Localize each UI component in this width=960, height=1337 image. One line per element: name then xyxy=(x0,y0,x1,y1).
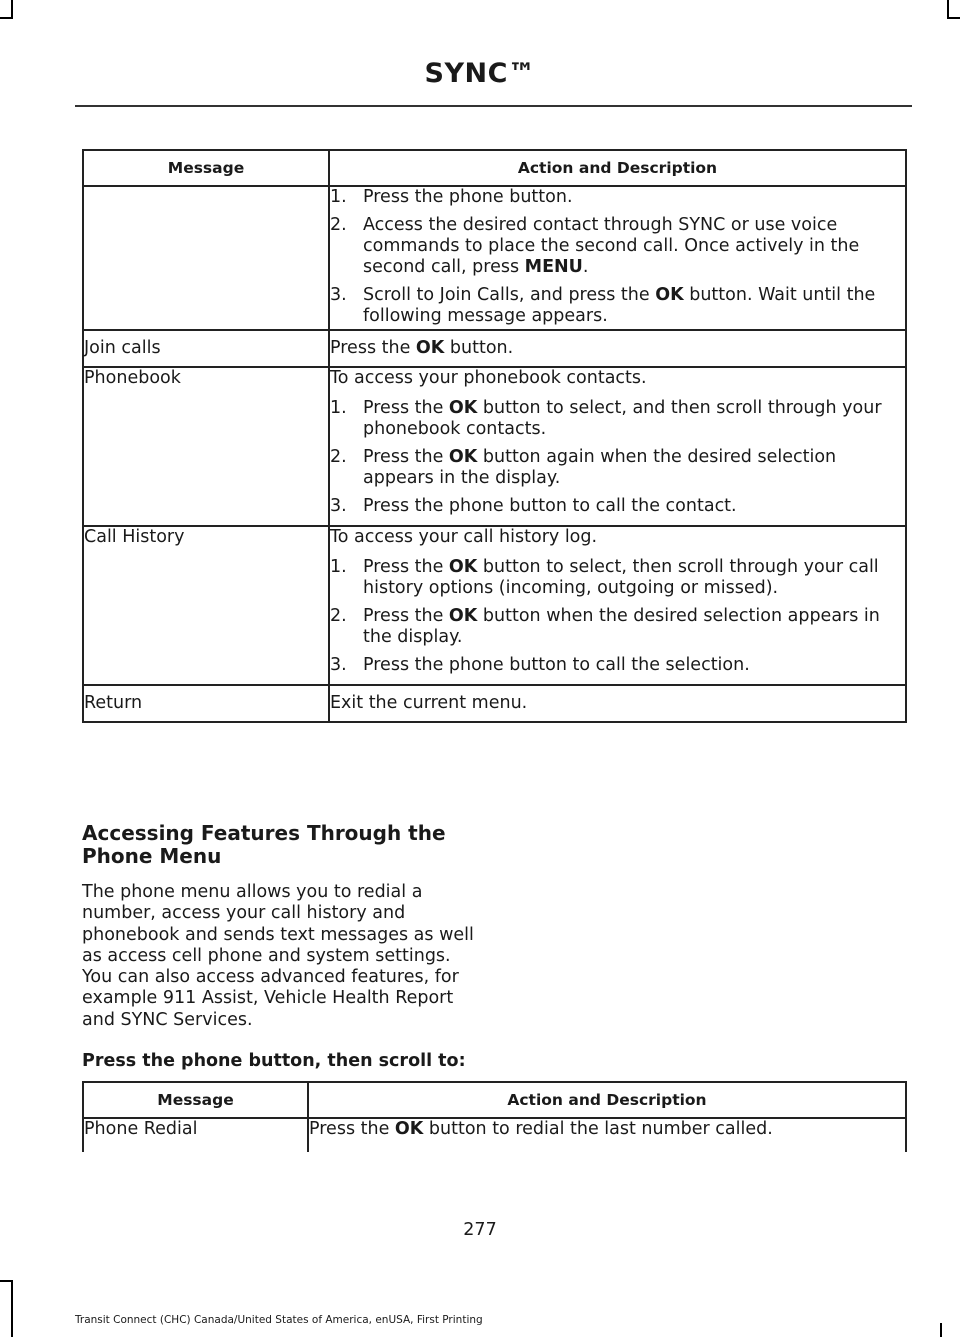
table-row xyxy=(83,685,906,722)
ok-keyword: OK xyxy=(655,285,684,305)
footer-text: Transit Connect (CHC) Canada/United States of America, enUSA, First Printing xyxy=(75,1314,483,1326)
list-item: 3. Press the phone button to call the contact. xyxy=(330,496,737,516)
column-header-message: Message xyxy=(83,1082,308,1118)
list-item: 1. Press the phone button. xyxy=(330,187,573,207)
table-header-row xyxy=(83,150,906,186)
message-cell: Return xyxy=(83,685,329,722)
ok-keyword: OK xyxy=(415,338,445,358)
action-cell xyxy=(329,526,906,685)
step-list xyxy=(330,398,905,517)
crop-mark-top-right xyxy=(947,17,960,19)
header-divider xyxy=(75,105,912,107)
message-table xyxy=(82,149,907,723)
list-item: 1. Press the OK button to select, then scroll through your call history options (incoming, outgoing or missed). xyxy=(330,557,879,598)
ok-keyword: OK xyxy=(448,557,478,577)
list-item: 3. Scroll to Join Calls, and press the OK button. Wait until the following message appears. xyxy=(330,285,876,326)
message-cell: Join calls xyxy=(83,330,329,367)
message-cell: Phone Redial xyxy=(83,1118,308,1152)
step-list xyxy=(330,557,905,676)
section-heading: Accessing Features Through the Phone Menu xyxy=(82,821,446,868)
message-cell: Call History xyxy=(83,526,329,685)
table-row xyxy=(83,367,906,526)
table-row xyxy=(83,186,906,330)
action-cell: Exit the current menu. xyxy=(329,685,906,722)
action-intro: To access your call history log. xyxy=(330,527,598,547)
action-cell xyxy=(329,367,906,526)
list-item: 3. Press the phone button to call the selection. xyxy=(330,655,750,675)
list-item: 2. Press the OK button when the desired selection appears in the display. xyxy=(330,606,880,647)
table-row xyxy=(83,330,906,367)
action-cell xyxy=(329,186,906,330)
crop-mark-top-left xyxy=(0,17,13,19)
action-cell: Press the OK button to redial the last number called. xyxy=(308,1118,906,1152)
table-intro-heading: Press the phone button, then scroll to: xyxy=(82,1051,466,1071)
action-intro: To access your phonebook contacts. xyxy=(330,368,647,388)
list-item: 2. Press the OK button again when the desired selection appears in the display. xyxy=(330,447,837,488)
column-header-action: Action and Description xyxy=(329,150,906,186)
crop-mark-bottom-left xyxy=(0,1280,13,1282)
crop-mark-bottom-left xyxy=(11,1280,13,1337)
message-cell: Phonebook xyxy=(83,367,329,526)
action-cell: Press the OK button. xyxy=(329,330,906,367)
column-header-message: Message xyxy=(83,150,329,186)
page-number: 277 xyxy=(463,1220,497,1240)
table-header-row xyxy=(83,1082,906,1118)
page-title: SYNC™ xyxy=(424,58,536,89)
message-cell xyxy=(83,186,329,330)
phone-menu-table xyxy=(82,1081,907,1152)
table-row xyxy=(83,526,906,685)
section-body: The phone menu allows you to redial a number, access your call history and phonebook and sends text messages as well as access cell phone and system settings. You can also access advanced features, for example 911 Assist, Vehicle Health Report and SYNC Services. xyxy=(82,882,474,1030)
step-list xyxy=(330,187,905,327)
ok-keyword: OK xyxy=(394,1119,424,1139)
crop-mark-bottom-right xyxy=(940,1323,942,1337)
list-item: 1. Press the OK button to select, and then scroll through your phonebook contacts. xyxy=(330,398,882,439)
list-item: 2. Access the desired contact through SYNC or use voice commands to place the second call. Once actively in the second call, press MENU. xyxy=(330,215,860,277)
menu-keyword: MENU xyxy=(524,257,583,277)
ok-keyword: OK xyxy=(448,606,478,626)
ok-keyword: OK xyxy=(448,398,478,418)
ok-keyword: OK xyxy=(448,447,478,467)
table-row xyxy=(83,1118,906,1152)
column-header-action: Action and Description xyxy=(308,1082,906,1118)
